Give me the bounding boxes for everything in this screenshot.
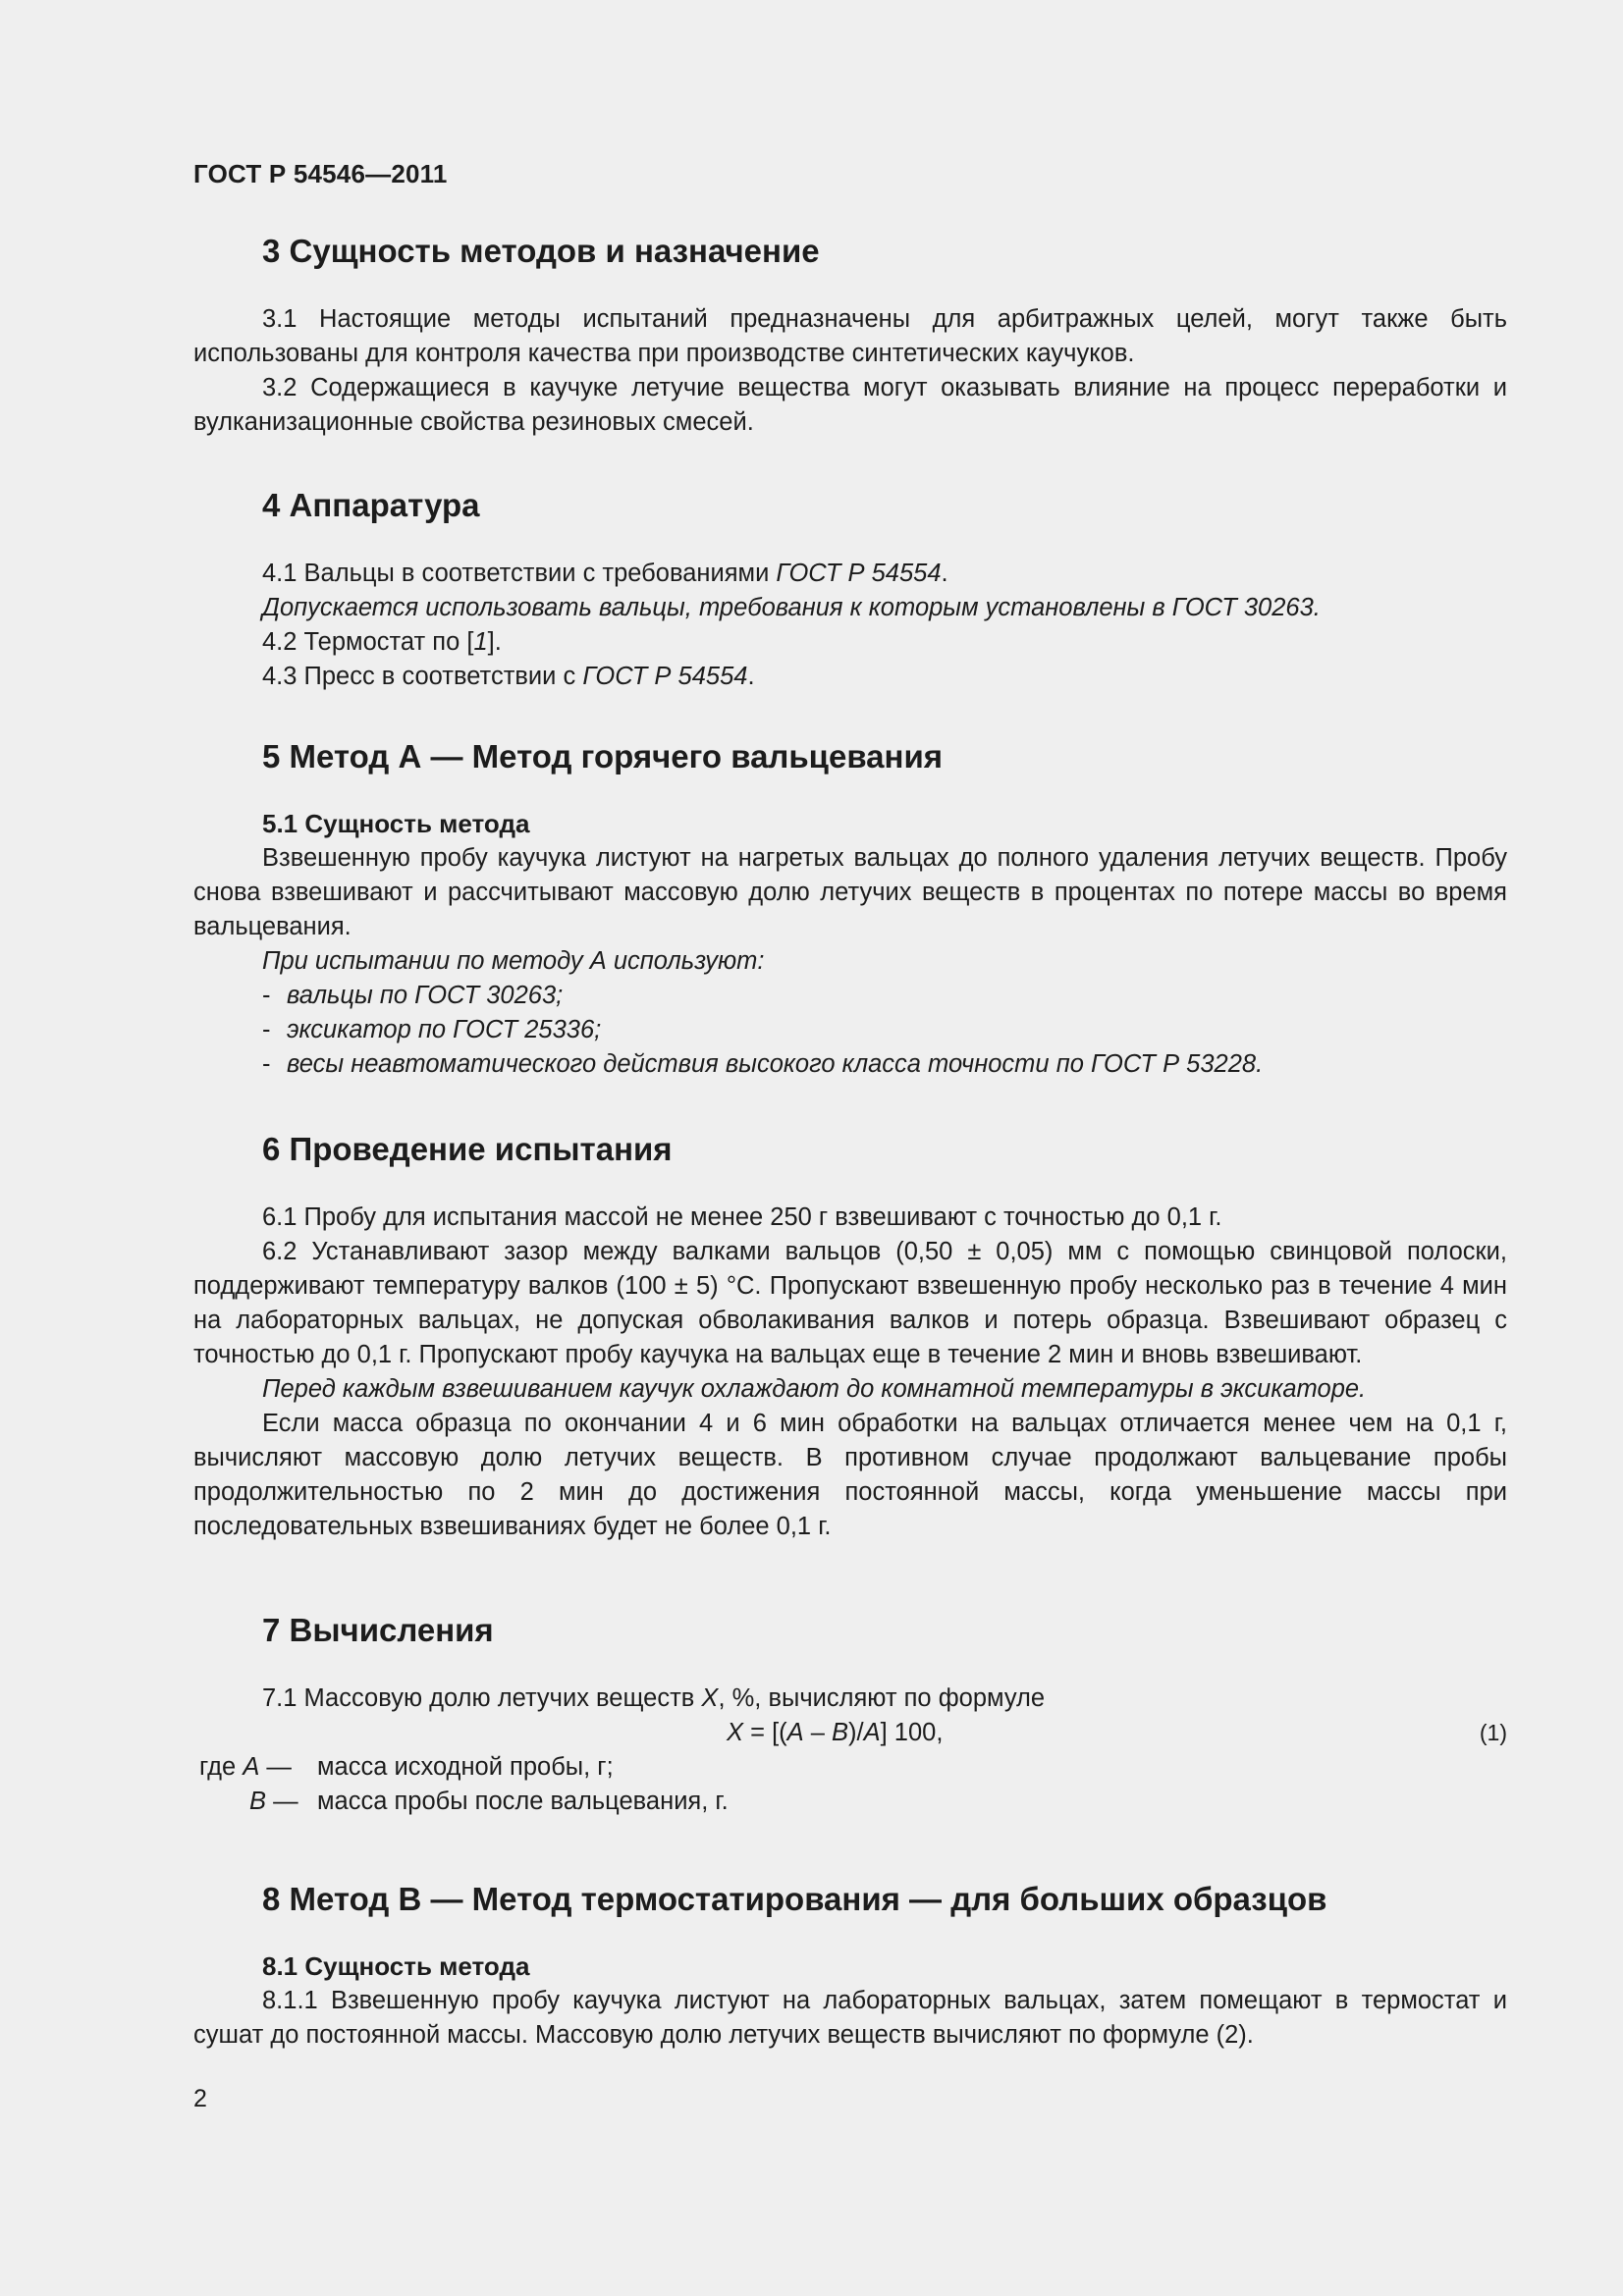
paragraph-4-1-text: 4.1 Вальцы в соответствии с требованиями [262,560,777,587]
list-dash: - [262,982,271,1009]
where-dash: — [266,1788,298,1815]
where-dash: — [259,1753,292,1781]
standard-reference: ГОСТ Р 54554 [582,663,748,690]
paragraph-4-3-text: 4.3 Пресс в соответствии с [262,663,583,690]
section-3-title: 3 Сущность методов и назначение [262,233,820,269]
paragraph-4-3 [193,660,1507,694]
section-4 [193,486,1507,694]
paragraph-5-1: Взвешенную пробу каучука листуют на нагретых вальцах до полного удаления летучих веществ. Пробу снова взвешивают и рассчитывают массовую долю летучих веществ в процентах по потере массы во время вальцевания. [193,844,1507,940]
formula-var: X [727,1719,744,1746]
paragraph-7-1 [193,1682,1507,1716]
section-7-title: 7 Вычисления [262,1612,494,1648]
formula-op: = [( [743,1719,787,1746]
section-6 [193,1130,1507,1544]
list-item [193,979,1507,1013]
formula-var: A [786,1719,804,1746]
paragraph-6-2: 6.2 Устанавливают зазор между валками вальцов (0,50 ± 0,05) мм с помощью свинцовой полоски, поддерживают температуру валков (100 ± 5) °С. Пропускают взвешенную пробу несколько раз в течение 4 мин на лабораторных вальцах, не допуская обволакивания валков и потерь образца. Взвешивают образец с точностью до 0,1 г. Пропускают пробу каучука на вальцах еще в течение 2 мин и вновь взвешивают. [193,1238,1507,1368]
where-var: A [243,1753,260,1781]
section-6-title: 6 Проведение испытания [262,1131,673,1167]
paragraph-8-1-1: 8.1.1 Взвешенную пробу каучука листуют на лабораторных вальцах, затем помещают в термостат и сушат до постоянной массы. Массовую долю летучих веществ вычисляют по формуле (2). [193,1987,1507,2049]
section-4-title: 4 Аппаратура [262,487,480,523]
formula-expression [727,1716,943,1750]
paragraph-3-1: 3.1 Настоящие методы испытаний предназначены для арбитражных целей, могут также быть использованы для контроля качества при производстве синтетических каучуков. [193,305,1507,367]
list-item-text: весы неавтоматического действия высокого класса точности по ГОСТ Р 53228. [287,1050,1264,1078]
where-line [193,1785,1507,1819]
paragraph-4-2-end: ]. [487,628,502,656]
paragraph-3-2: 3.2 Содержащиеся в каучуке летучие вещества могут оказывать влияние на процесс переработки и вулканизационные свойства резиновых смесей. [193,374,1507,436]
list-item [193,1047,1507,1082]
where-var: B [249,1788,267,1815]
formula-number: (1) [1479,1720,1507,1745]
variable-x: X [701,1684,719,1712]
section-5-title: 5 Метод А — Метод горячего вальцевания [262,738,943,774]
formula-op: – [803,1719,833,1746]
subsection-8-1-title: 8.1 Сущность метода [262,1951,530,1981]
paragraph-7-1-end: , %, вычисляют по формуле [718,1684,1046,1712]
where-prefix: где [199,1753,243,1781]
subsection-5-1-title: 5.1 Сущность метода [262,809,530,838]
section-5 [193,737,1507,1082]
paragraph-7-1-text: 7.1 Массовую долю летучих веществ [262,1684,702,1712]
list-dash: - [262,1016,271,1043]
where-text: масса пробы после вальцевания, г. [317,1788,729,1815]
list-dash: - [262,1050,271,1078]
paragraph-4-1-note: Допускается использовать вальцы, требования к которым установлены в ГОСТ 30263. [262,594,1321,621]
section-3 [193,232,1507,440]
paragraph-4-2 [193,625,1507,660]
standard-reference: ГОСТ Р 54554 [776,560,942,587]
bibliography-reference: 1 [473,628,488,656]
paragraph-4-1-end: . [941,560,948,587]
paragraph-6-3: Если масса образца по окончании 4 и 6 мин обработки на вальцах отличается менее чем на 0,1 г, вычисляют массовую долю летучих веществ. В противном случае продолжают вальцевание пробы продолжительностью по 2 мин до достижения постоянной массы, когда уменьшение массы при последовательных взвешиваниях будет не более 0,1 г. [193,1410,1507,1540]
section-7 [193,1611,1507,1819]
formula-op: ] 100, [880,1719,944,1746]
where-symbol [199,1750,292,1785]
where-symbol [249,1785,298,1819]
where-text: масса исходной пробы, г; [317,1753,614,1781]
formula-1 [193,1716,1507,1750]
formula-op: )/ [848,1719,864,1746]
page-number: 2 [193,2085,207,2112]
section-8-title: 8 Метод В — Метод термостатирования — для больших образцов [262,1881,1327,1917]
list-item-text: эксикатор по ГОСТ 25336; [287,1016,602,1043]
paragraph-4-2-text: 4.2 Термостат по [ [262,628,474,656]
where-line [193,1750,1507,1785]
formula-var: A [863,1719,881,1746]
paragraph-6-2-note: Перед каждым взвешиванием каучук охлаждают до комнатной температуры в эксикаторе. [262,1375,1367,1403]
paragraph-5-1-intro: При испытании по методу А используют: [262,947,765,975]
formula-var: B [832,1719,849,1746]
paragraph-6-1: 6.1 Пробу для испытания массой не менее 250 г взвешивают с точностью до 0,1 г. [262,1203,1222,1231]
section-8 [193,1880,1507,2053]
paragraph-4-3-end: . [747,663,755,690]
list-item [193,1013,1507,1047]
paragraph-4-1 [193,557,1507,591]
list-item-text: вальцы по ГОСТ 30263; [287,982,564,1009]
document-header: ГОСТ Р 54546—2011 [193,159,448,188]
